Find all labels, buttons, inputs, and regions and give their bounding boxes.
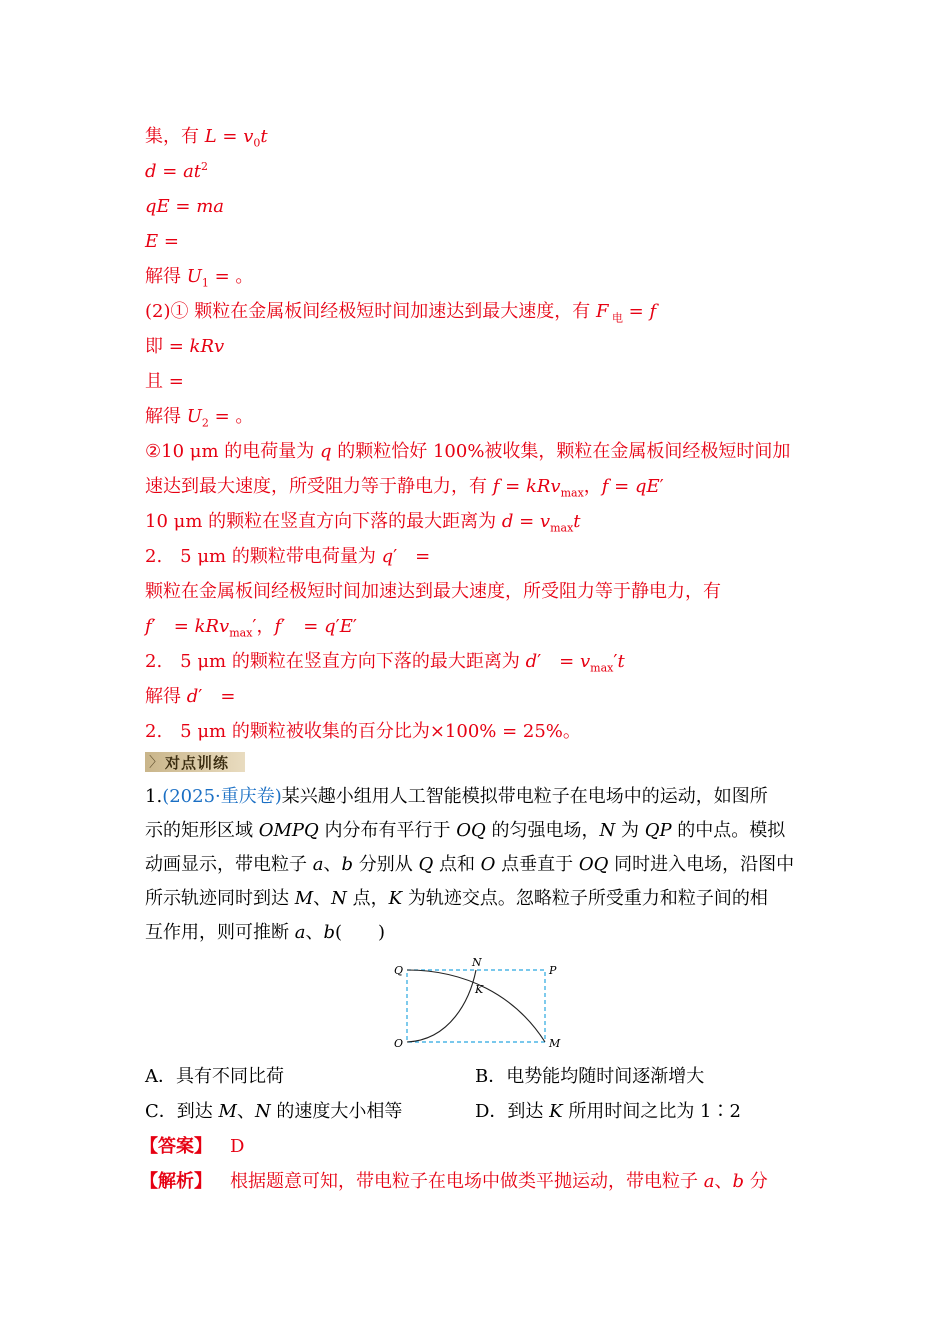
solution-line-12: 10 μm 的颗粒在竖直方向下落的最大距离为 $d = v_{max}t$ [145,511,581,535]
question-line-4: 所示轨迹同时到达 M、N 点，K 为轨迹交点。忽略粒子所受重力和粒子间的相 [145,888,768,909]
solution-line-14: 颗粒在金属板间经极短时间加速达到最大速度，所受阻力等于静电力，有 [145,581,721,602]
answer-value: D [230,1136,245,1157]
trajectory-a [407,970,545,1042]
answer-label: 【答案】 [140,1136,212,1157]
solution-line-9: 解得 $U_2$ = 。 [145,406,254,430]
question-line-1: 1.(2025·重庆卷)某兴趣小组用人工智能模拟带电粒子在电场中的运动，如图所 [145,786,768,807]
question-line-2: 示的矩形区域 OMPQ 内分布有平行于 OQ 的匀强电场，N 为 QP 的中点。模拟 [145,820,786,841]
solution-line-8: 且 = [145,371,184,392]
trajectory-b [407,970,476,1042]
section-tag-label: 对点训练 [165,753,230,772]
label-n: N [472,956,482,969]
solution-line-13: 2. 5 μm 的颗粒带电荷量为 q′ = [145,546,431,567]
solution-line-4: E = [145,231,179,252]
solution-line-6: (2)① 颗粒在金属板间经极短时间加速达到最大速度，有 F $_电$ = f [145,301,657,325]
question-line-3: 动画显示，带电粒子 a、b 分别从 Q 点和 O 点垂直于 OQ 同时进入电场，沿图中 [145,854,795,875]
label-m: M [549,1037,561,1050]
solution-line-11: 速达到最大速度，所受阻力等于静电力，有 f = kRv$_{max}$，f = qE′ [145,476,664,500]
label-o: O [394,1037,404,1050]
label-q: Q [394,964,404,977]
field-region-rect [407,970,545,1042]
analysis-label: 【解析】 [140,1171,212,1192]
answer-line [140,1135,244,1159]
solution-line-2: $d = at^2$ [145,160,209,182]
analysis-line: 【解析】 根据题意可知，带电粒子在电场中做类平抛运动，带电粒子 a、b 分 [140,1171,768,1192]
solution-line-7: 即 = kRv [145,336,225,357]
label-k: K [475,983,484,996]
question-line-5: 互作用，则可推断 a、b( ) [145,922,386,943]
solution-line-18: 2. 5 μm 的颗粒被收集的百分比为×100% = 25%。 [145,721,581,742]
option-b[interactable]: B．电势能均随时间逐渐增大 [475,1066,705,1087]
solution-line-16: 2. 5 μm 的颗粒在竖直方向下落的最大距离为 d′ = $v_{max}'t$ [145,651,625,675]
chevron-right-icon: 〉 [149,755,163,771]
field-diagram [390,955,565,1050]
solution-line-15: f′ = kRv$_{max}$′，f′ = q′E′ [145,616,357,640]
solution-line-10: ②10 μm 的电荷量为 q 的颗粒恰好 100%被收集，颗粒在金属板间经极短时间加 [145,441,791,462]
solution-line-3: qE = ma [145,196,225,217]
label-p: P [549,964,557,977]
option-d[interactable]: D．到达 K 所用时间之比为 1∶2 [475,1101,741,1122]
question-stem [145,780,810,950]
solution-line-5: 解得 $U_1$ = 。 [145,266,254,290]
solution-line-1: 集，有 $L = v_0t$ [145,126,268,150]
option-a[interactable]: A．具有不同比荷 [145,1066,284,1087]
question-source: 2025·重庆卷 [169,786,275,807]
solution-line-17: 解得 d′ = [145,686,236,707]
section-tag [145,752,245,772]
option-c[interactable]: C．到达 M、N 的速度大小相等 [145,1101,403,1122]
